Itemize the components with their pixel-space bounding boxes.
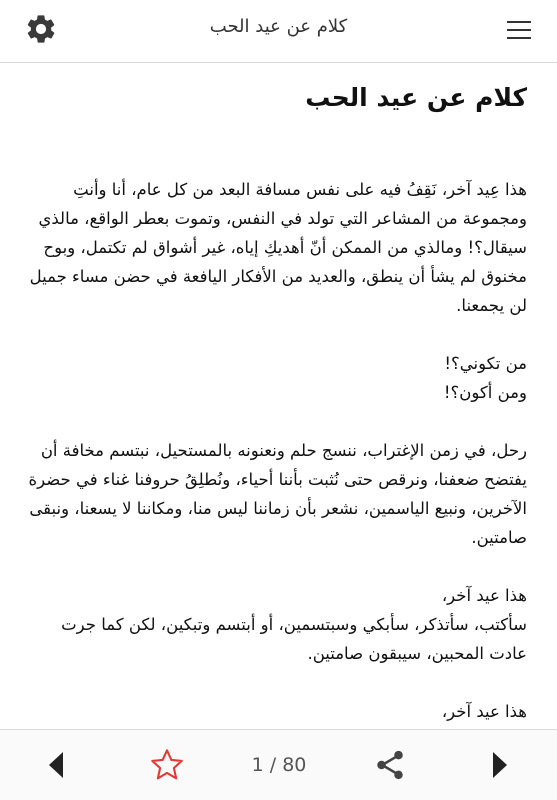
- paragraph: من تكوني؟! ومن أكون؟!: [443, 354, 527, 402]
- share-icon[interactable]: [368, 730, 412, 800]
- previous-arrow-icon[interactable]: [36, 730, 76, 800]
- article-body: [28, 175, 527, 730]
- gear-icon[interactable]: [22, 10, 60, 48]
- app-bar-title: كلام عن عيد الحب: [209, 15, 348, 37]
- paragraph: هذا عيد آخر،: [441, 702, 527, 721]
- hamburger-menu-icon[interactable]: [501, 14, 535, 44]
- article-heading: كلام عن عيد الحب: [305, 83, 527, 112]
- paragraph: رحل، في زمن الإغتراب، ننسج حلم ونعنونه بالمستحيل، نبتسم مخافة أن يفتضح ضعفنا، ونرقص حتى نُثبت بأننا أحياء، ونُطلِقُ حروفنا غناء في حضرة الآخرين، ونبيع الياسمين، نشعر بأن زماننا ليس منا، ومكاننا لا يسعنا، ونبقى صامتين.: [28, 441, 527, 547]
- star-outline-icon[interactable]: [145, 730, 189, 800]
- paragraph: هذا عِيد آخر، نَقِفُ فيه على نفس مسافة البعد من كل عام، أنا وأنتِ ومجموعة من المشاعر التي تولد في النفس، وتموت بعطر الواقع، مالذي سيقال؟! ومالذي من الممكن أنّ أهديكِ إياه، غير أشواق لم تكتمل، وبوح مخنوق لم يشأ أن ينطق، والعديد من الأفكار اليافعة في حضن مساء جميل لن يجمعنا.: [29, 180, 527, 315]
- article-content[interactable]: [0, 63, 557, 730]
- paragraph: هذا عيد آخر، سأكتب، سأتذكر، سأبكي وسبتسمين، أو أبتسم وتبكين، لكن كما جرت عادت المحبين، سيبقون صامتين.: [61, 586, 527, 663]
- next-arrow-icon[interactable]: [480, 730, 520, 800]
- page-counter: 1 / 80: [251, 754, 307, 776]
- top-app-bar: [0, 0, 557, 63]
- bottom-navigation-bar: [0, 729, 557, 800]
